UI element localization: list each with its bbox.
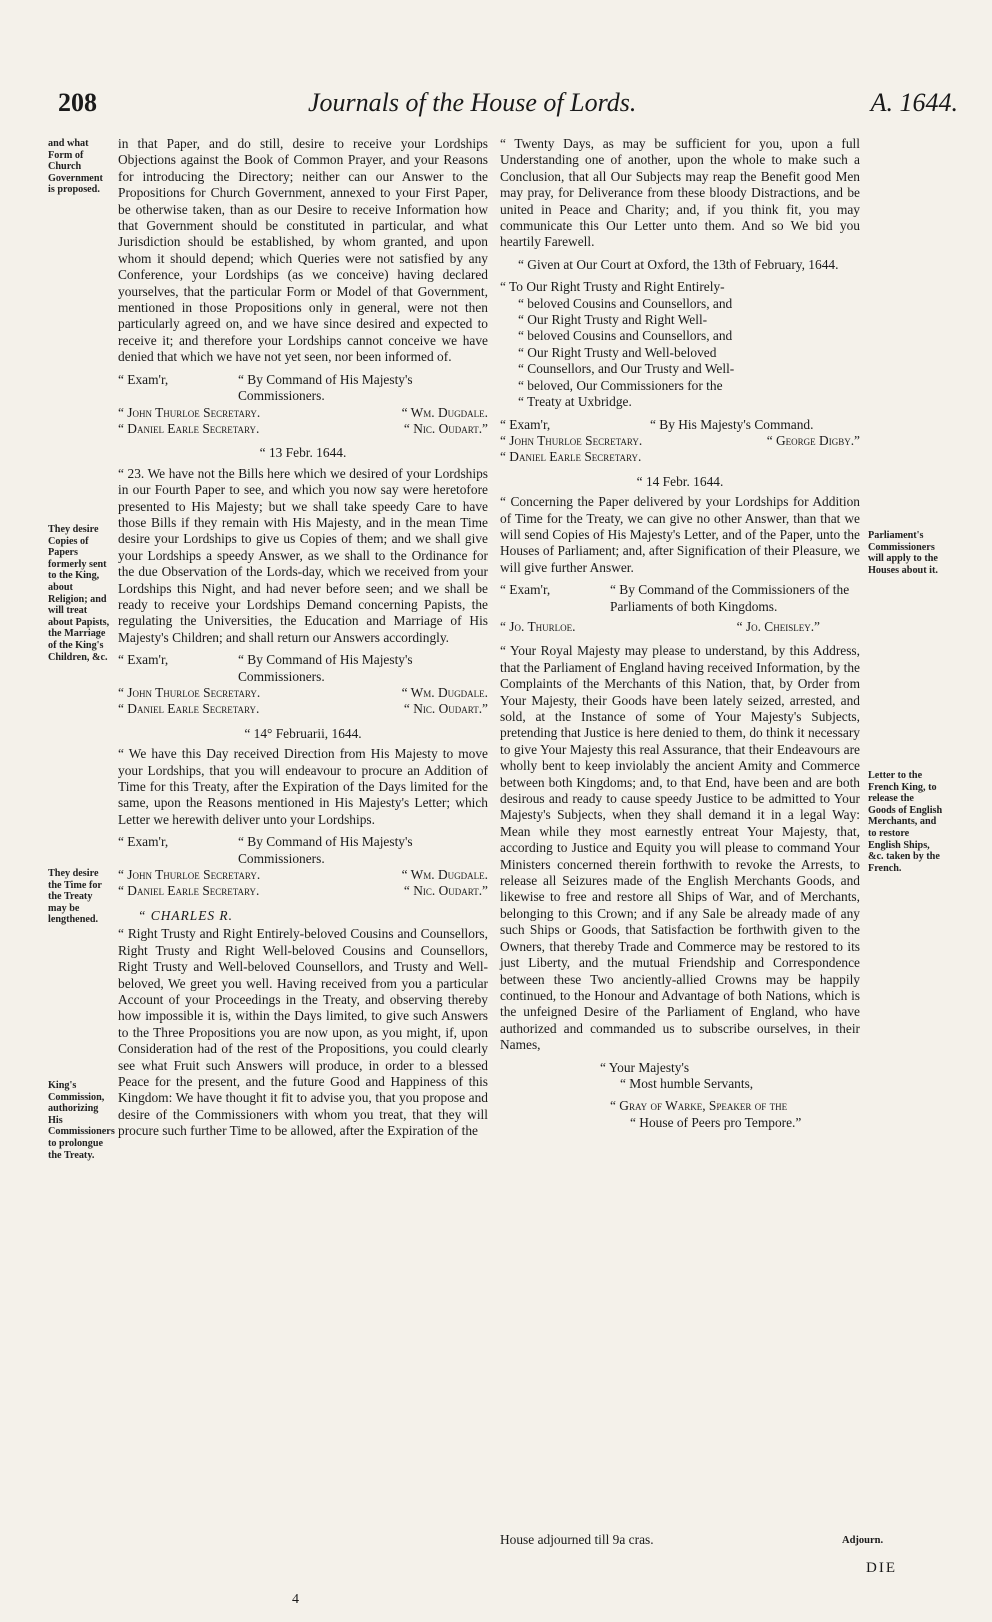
- signatory: “ John Thurloe Secretary.: [500, 432, 643, 448]
- left-column: [118, 136, 488, 1146]
- margin-note-letter-french-king: Letter to the French King, to release the Goods of English Merchants, and to restore English Ships, &c. taken by the French.: [868, 770, 943, 874]
- signature-block-4: [500, 417, 860, 466]
- signatory: “ Jo. Cheisley.”: [736, 618, 820, 634]
- address-line: “ Our Right Trusty and Right Well-: [518, 312, 708, 328]
- address-line: “ Treaty at Uxbridge.: [518, 394, 632, 410]
- closing-block: [500, 1060, 860, 1132]
- examiner-label: “ Exam'r,: [500, 582, 551, 598]
- signatory: “ Nic. Oudart.”: [403, 701, 488, 717]
- closing-line: “ Most humble Servants,: [620, 1075, 754, 1091]
- closing-line: “ Your Majesty's: [600, 1059, 690, 1075]
- closing-line: “ House of Peers pro Tempore.”: [630, 1114, 802, 1130]
- page-number: 208: [58, 88, 97, 117]
- signatory: “ John Thurloe Secretary.: [118, 867, 261, 883]
- address-line: “ beloved Cousins and Counsellors, and: [518, 295, 733, 311]
- signatory: “ Daniel Earle Secretary.: [118, 420, 260, 436]
- page-header: [58, 88, 958, 124]
- signature-block-5: [500, 582, 860, 635]
- address-block: [500, 279, 860, 410]
- paragraph-addition-of-time: “ We have this Day received Direction from His Majesty to move your Lordships, that you will endeavour to procure an Addition of Time for this Treaty, after the Expiration of the Days limited for the same, upon the Reasons mentioned in His Majesty's Letter; which Letter we herewith deliver unto your Lordships.: [118, 746, 488, 827]
- address-line: “ beloved, Our Commissioners for the: [518, 377, 723, 393]
- signatory: “ Daniel Earle Secretary.: [500, 449, 642, 465]
- address-line: “ To Our Right Trusty and Right Entirely-: [500, 279, 725, 295]
- catchword: DIE: [866, 1560, 897, 1576]
- closing-line: “ Gray of Warke, Speaker of the: [610, 1098, 788, 1114]
- margin-note-copies-of-papers: They desire Copies of Papers formerly sent to the King, about Religion; and will treat about Papists, the Marriage of the King's Children, &c.: [48, 524, 110, 663]
- paragraph-parliament-answer: “ Concerning the Paper delivered by your Lordships for Addition of Time for the Treaty, we can give no other Answer, than that we will send Copies of His Majesty's Letter, and of the Paper, unto the Houses of Parliament; and, after Signification of their Pleasure, we will give further Answer.: [500, 494, 860, 575]
- paragraph-kings-letter: “ Right Trusty and Right Entirely-beloved Cousins and Counsellors, Right Trusty and Right Well-beloved Cousins and Counsellors, Right Trusty and Well-beloved Counsellors, and Trusty and Well-beloved, We greet you well. Having received from you a particular Account of your Proceedings in the Treaty, and observing thereby how impossible it is, within the Days limited, to give such Answers to the Three Propositions you are now upon, as you might, if, upon Consideration had of the rest of the Propositions, you could clearly see what Fruit such Answers will produce, in order to a blessed Peace for the present, and the future Good and Happiness of this Kingdom: We have thought it fit to advise you, that you propose and desire of the Commissioners with whom you treat, that they will procure such further Time to be allowed, after the Expiration of the: [118, 926, 488, 1139]
- signatory: “ Jo. Thurloe.: [500, 618, 576, 634]
- command-line: “ By Command of the Commissioners of the Parliaments of both Kingdoms.: [610, 582, 850, 614]
- paragraph-church-government: in that Paper, and do still, desire to receive your Lordships Objections against the Book of Common Prayer, and your Reasons for introducing the Directory; neither can our Answer to the Propositions for Church Government, annexed to your First Paper, be otherwise taken, than as our Desire to receive Information how that Government should be constituted in particular, and what Jurisdiction should be established, by whom granted, and upon whom it should depend; which Queries were not satisfied by any Conference, your Lordships (as we conceive) having declared yourselves, that the particular Form or Model of that Government, mentioned in those Propositions only in general, were not then particularly agreed on, and we have since desired and expected to receive it; and therefore your Lordships cannot conceive we have denied that which we have not yet seen, nor been informed of.: [118, 136, 488, 365]
- signature-block-2: [118, 652, 488, 718]
- margin-note-time-for-treaty: They desire the Time for the Treaty may be lengthened.: [48, 868, 102, 926]
- date-line: “ 14 Febr. 1644.: [636, 473, 724, 489]
- running-year: A. 1644.: [870, 88, 958, 117]
- signatory: “ Nic. Oudart.”: [403, 420, 488, 436]
- examiner-label: “ Exam'r,: [118, 834, 169, 850]
- signature-block-3: [118, 834, 488, 900]
- examiner-label: “ Exam'r,: [118, 371, 169, 387]
- running-title: Journals of the House of Lords.: [308, 88, 637, 117]
- date-line: “ 13 Febr. 1644.: [259, 445, 347, 461]
- signatory: “ Nic. Oudart.”: [403, 883, 488, 899]
- signatory: “ Wm. Dugdale.: [401, 685, 488, 700]
- paragraph-letter-french-king: “ Your Royal Majesty may please to understand, by this Address, that the Parliament of England having received Information, by the Complaints of the Merchants of this Nation, that, by Order from Your Majesty, their Goods have been lately seized, arrested, and sold, at the Instance of some of Your Majesty's Subjects, pretending that Justice is here denied to them, do think it necessary to give Your Majesty this real Assurance, that their Endeavours are wholly bent to keep inviolably the ancient Amity and Commerce between both Kingdoms; and, to that End, have been and are both desirous and ready to cause speedy Justice to be admitted to Your Majesty's Subjects, when they shall demand it in a legal Way: Mean while they most earnestly entreat Your Majesty, that, according to Justice and Equity you will please to command Your Ministers concerned therein forthwith to revoke the Arrests, to release all Seizures made of the English Merchants Goods, and likewise to free and restore all Ships of War, and of Merchants, belonging to this Crown; and if any Sale be already made of any such Ships or Goods, that Satisfaction be forthwith given to the Owners, that thereby Trade and Commerce may be restored to its just Liberty, and the mutual Friendship and Correspondence between these Two anciently-allied Crowns may be happily continued, to the Honour and Advantage of both Nations, which is the unfeigned Desire of the Parliament of England, who have authorized and commanded us to subscribe ourselves, in their Names,: [500, 643, 860, 1053]
- margin-note-parliaments-commissioners: Parliament's Commissioners will apply to the Houses about it.: [868, 530, 938, 576]
- signatory: “ Wm. Dugdale.: [401, 404, 488, 420]
- address-line: “ Our Right Trusty and Well-beloved: [518, 344, 717, 360]
- margin-note-church-government: and what Form of Church Government is proposed.: [48, 138, 103, 196]
- given-at-line: “ Given at Our Court at Oxford, the 13th of February, 1644.: [518, 256, 839, 272]
- signatory: “ Wm. Dugdale.: [401, 867, 488, 883]
- command-line: “ By Command of His Majesty's Commissioners.: [238, 834, 413, 866]
- signatory: “ John Thurloe Secretary.: [118, 404, 261, 420]
- royal-signature: “ CHARLES R.: [138, 907, 233, 923]
- examiner-label: “ Exam'r,: [500, 416, 551, 432]
- address-line: “ Counsellors, and Our Trusty and Well-: [518, 361, 735, 377]
- signatory: “ George Digby.”: [766, 432, 860, 448]
- paragraph-letter-continued: “ Twenty Days, as may be sufficient for you, upon a full Understanding one of another, upon the whole to make such a Conclusion, that all Our Subjects may reap the Benefit good Men may pray, for Deliverance from these bloody Distractions, and be united in Peace and Charity; and, if you think fit, you may communicate this Our Letter unto them. And so We bid you heartily Farewell.: [500, 136, 860, 250]
- command-line: “ By Command of His Majesty's Commissioners.: [238, 371, 413, 404]
- date-line: “ 14° Februarii, 1644.: [244, 725, 362, 741]
- paragraph-bills-papists: “ 23. We have not the Bills here which we desired of your Lordships in our Fourth Paper to see, and which you now say were heretofore presented to His Majesty; but we shall take speedy Care to have those Bills if they remain with His Majesty, and in the mean Time desire your Lordships to give us Copies of them; and we shall give your Lordships a speedy Answer, as we shall to the Ordinance for the due Observation of the Lords-day, which we received from your Lordships this Night, and had never before seen; and we shall be ready to receive your Lordships Demand concerning Papists, the regulating the Universities, the Education and Marriage of His Majesty's Children; and shall return our Answers accordingly.: [118, 465, 488, 645]
- signatory: “ John Thurloe Secretary.: [118, 685, 261, 700]
- address-line: “ beloved Cousins and Counsellors, and: [518, 328, 733, 344]
- command-line: “ By Command of His Majesty's Commissioners.: [238, 652, 413, 684]
- adjourned-line: House adjourned till 9a cras.: [500, 1532, 654, 1547]
- examiner-label: “ Exam'r,: [118, 652, 169, 668]
- margin-note-kings-commission: King's Commission, authorizing His Commissioners to prolongue the Treaty.: [48, 1080, 115, 1161]
- signature-block-1: [118, 372, 488, 438]
- signatory: “ Daniel Earle Secretary.: [118, 701, 260, 717]
- right-column: [500, 136, 860, 1131]
- command-line: “ By His Majesty's Command.: [650, 416, 814, 432]
- folio-signature: 4: [292, 1592, 299, 1607]
- signatory: “ Daniel Earle Secretary.: [118, 883, 260, 899]
- margin-note-adjourn: Adjourn.: [842, 1535, 884, 1546]
